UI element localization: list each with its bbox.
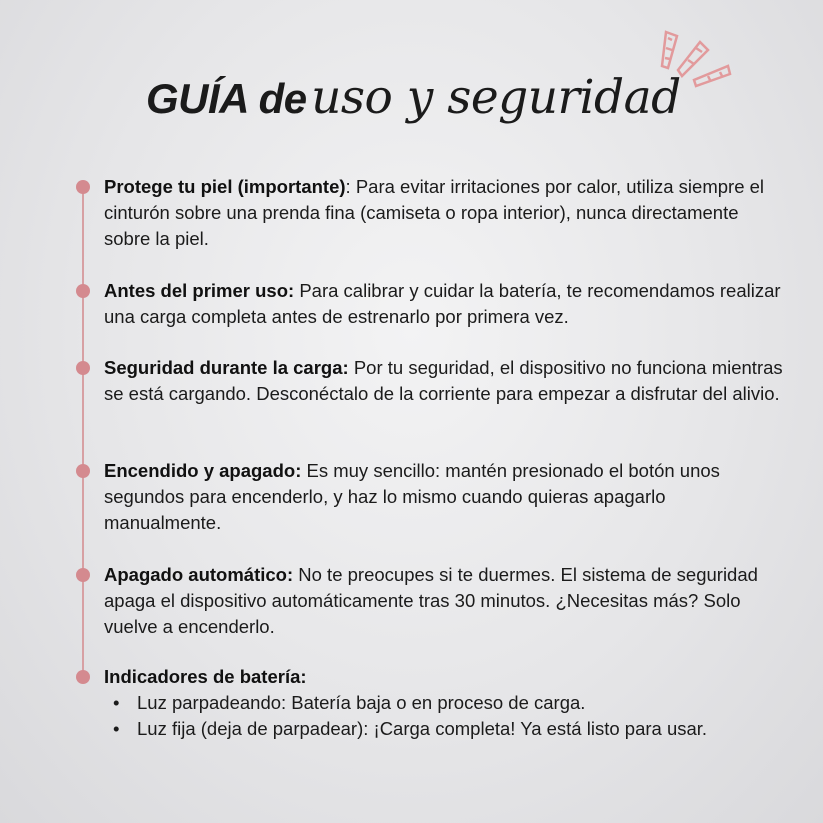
page-title <box>146 70 681 125</box>
sparkle-strokes-icon <box>650 28 735 93</box>
timeline-dot <box>76 361 90 375</box>
item-power <box>104 458 784 536</box>
item-battery-indicators <box>104 664 784 742</box>
timeline-dot <box>76 464 90 478</box>
item-heading: Protege tu piel (importante) <box>104 176 346 197</box>
item-first-use <box>104 278 784 330</box>
title-italic: uso y seguridad <box>311 70 681 125</box>
item-auto-off <box>104 562 784 640</box>
timeline-dot <box>76 284 90 298</box>
item-text: No te preocupes si te duermes. El sistema de seguridad apaga el dispositivo automáticamente tras 30 minutos. ¿Necesitas más? Solo vuelve a encenderlo. <box>104 564 758 637</box>
item-text: Por tu seguridad, el dispositivo no funciona mientras se está cargando. Desconéctalo de la corriente para empezar a disfrutar del alivio. <box>104 357 783 404</box>
title-bold: GUÍA de <box>146 75 307 122</box>
item-heading: Apagado automático: <box>104 564 294 585</box>
timeline-dot <box>76 568 90 582</box>
bullet-item: • Luz fija (deja de parpadear): ¡Carga completa! Ya está listo para usar. <box>137 716 784 742</box>
bullet-item: • Luz parpadeando: Batería baja o en proceso de carga. <box>137 690 784 716</box>
item-heading: Seguridad durante la carga: <box>104 357 349 378</box>
bullet-list <box>104 690 784 742</box>
item-heading: Indicadores de batería: <box>104 666 307 687</box>
item-text: Para calibrar y cuidar la batería, te recomendamos realizar una carga completa antes de estrenarlo por primera vez. <box>104 280 781 327</box>
timeline-dot <box>76 180 90 194</box>
item-text: Es muy sencillo: mantén presionado el botón unos segundos para encenderlo, y haz lo mismo cuando quieras apagarlo manualmente. <box>104 460 720 533</box>
item-text: Para evitar irritaciones por calor, utiliza siempre el cinturón sobre una prenda fina (camiseta o ropa interior), nunca directamente sobre la piel. <box>104 176 765 249</box>
item-heading: Antes del primer uso: <box>104 280 295 301</box>
item-separator: : <box>345 176 351 197</box>
item-heading: Encendido y apagado: <box>104 460 302 481</box>
item-charging-safety <box>104 355 784 407</box>
timeline-line <box>82 187 84 677</box>
timeline-dot <box>76 670 90 684</box>
item-protect-skin <box>104 174 784 252</box>
